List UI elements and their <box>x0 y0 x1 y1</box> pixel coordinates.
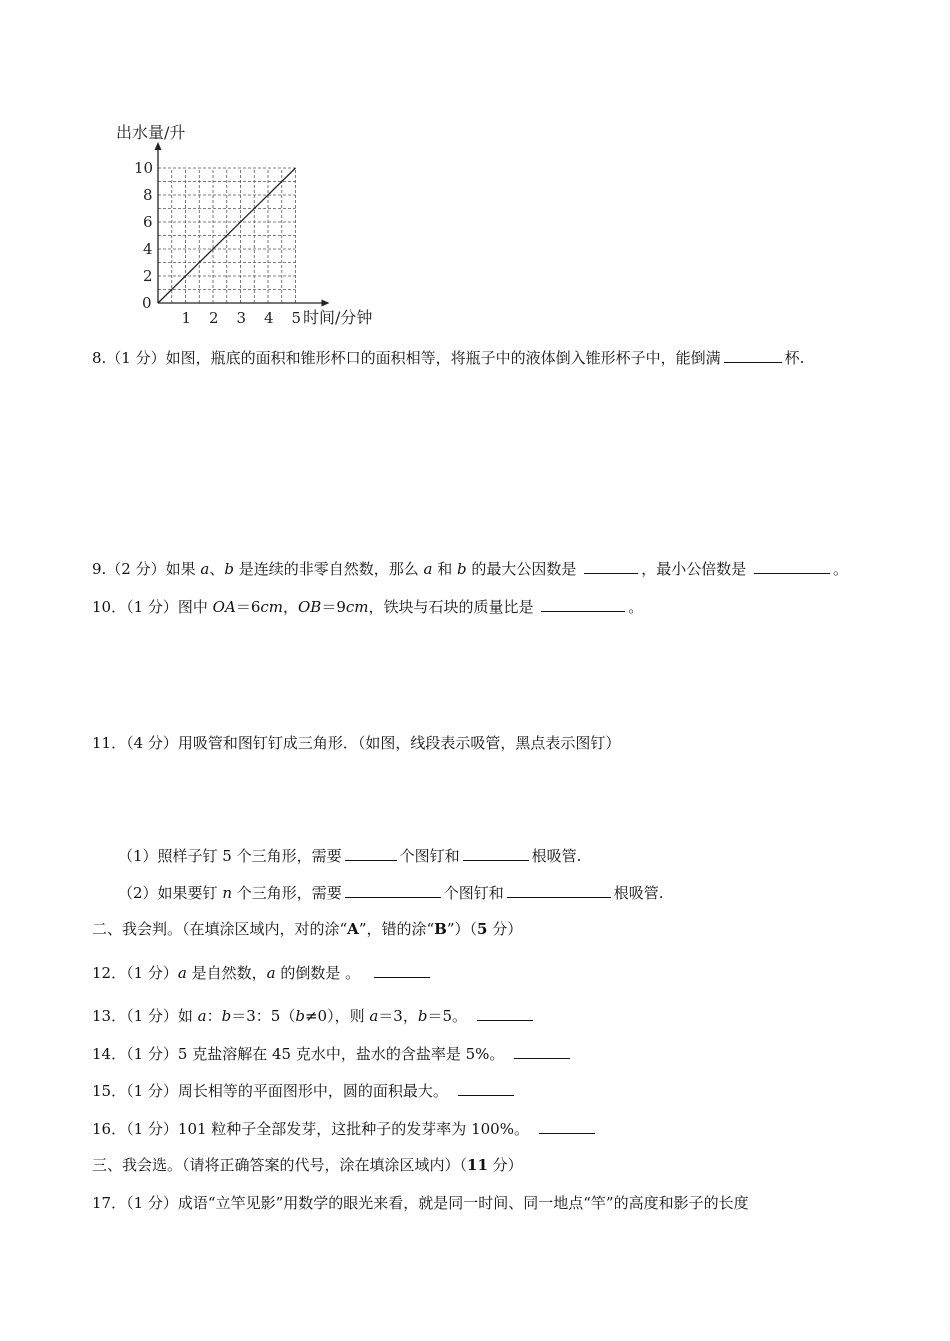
chart-y-label: 出水量/升 <box>116 123 186 142</box>
question-11-part-2: （2）如果要钉 n 个三角形，需要 个图钉和 根吸管. <box>118 884 664 902</box>
chart-x-label: 时间/分钟 <box>303 308 373 327</box>
straws-answer-blank[interactable] <box>507 882 611 898</box>
y-axis-arrow <box>155 142 162 150</box>
gcd-answer-blank[interactable] <box>584 558 638 574</box>
y-tick-label: 6 <box>143 213 153 231</box>
pins-answer-blank[interactable] <box>345 845 397 861</box>
question-12: 12．（1 分）a 是自然数，a 的倒数是 。 <box>92 962 433 983</box>
x-tick-label: 2 <box>209 309 219 327</box>
answer-blank[interactable] <box>477 1005 533 1021</box>
straws-answer-blank[interactable] <box>463 845 529 861</box>
answer-blank[interactable] <box>374 962 430 978</box>
x-tick-label: 4 <box>264 309 274 327</box>
answer-blank[interactable] <box>724 347 782 363</box>
answer-blank[interactable] <box>458 1080 514 1096</box>
x-tick-label: 3 <box>236 309 247 327</box>
question-13: 13．（1 分）如 a：b＝3：5（b≠0），则 a＝3，b＝5。 <box>92 1005 536 1026</box>
section-2-heading: 二、我会判。（在填涂区域内，对的涂“A”，错的涂“B”）（5 分） <box>92 920 523 938</box>
y-tick-label: 2 <box>143 267 153 285</box>
question-11-part-1: （1）照样子钉 5 个三角形，需要 个图钉和 根吸管. <box>118 847 582 865</box>
origin-label: 0 <box>142 294 152 312</box>
answer-blank[interactable] <box>514 1043 570 1059</box>
x-axis-arrow <box>322 300 330 307</box>
question-15: 15．（1 分）周长相等的平面图形中，圆的面积最大。 <box>92 1080 517 1101</box>
x-tick-label: 1 <box>181 309 192 327</box>
question-17: 17．（1 分）成语“立竿见影”用数学的眼光来看，就是同一时间、同一地点“竿”的高度和影子的长度 <box>92 1194 749 1212</box>
section-3-heading: 三、我会选。（请将正确答案的代号，涂在填涂区域内）（11 分） <box>92 1156 523 1174</box>
y-tick-label: 8 <box>143 186 153 204</box>
question-10: 10．（1 分）图中 OA＝6cm，OB＝9cm，铁块与石块的质量比是 。 <box>92 598 644 616</box>
water-output-chart <box>108 118 398 333</box>
question-8: 8.（1 分）如图，瓶底的面积和锥形杯口的面积相等，将瓶子中的液体倒入锥形杯子中，能倒满 杯. <box>92 349 805 367</box>
question-14: 14．（1 分）5 克盐溶解在 45 克水中，盐水的含盐率是 5%。 <box>92 1043 573 1064</box>
pins-answer-blank[interactable] <box>345 882 441 898</box>
lcm-answer-blank[interactable] <box>754 558 830 574</box>
y-tick-label: 4 <box>143 240 153 258</box>
y-tick-label: 10 <box>134 159 154 177</box>
question-9: 9.（2 分）如果 a、b 是连续的非零自然数，那么 a 和 b 的最大公因数是 ，最小公倍数是 。 <box>92 560 848 578</box>
question-16: 16．（1 分）101 粒种子全部发芽，这批种子的发芽率为 100%。 <box>92 1118 598 1139</box>
answer-blank[interactable] <box>539 1118 595 1134</box>
answer-blank[interactable] <box>541 596 625 612</box>
question-11: 11．（4 分）用吸管和图钉钉成三角形．（如图，线段表示吸管，黑点表示图钉） <box>92 734 621 752</box>
x-tick-label: 5 <box>291 309 302 327</box>
chart-axes <box>155 142 330 307</box>
